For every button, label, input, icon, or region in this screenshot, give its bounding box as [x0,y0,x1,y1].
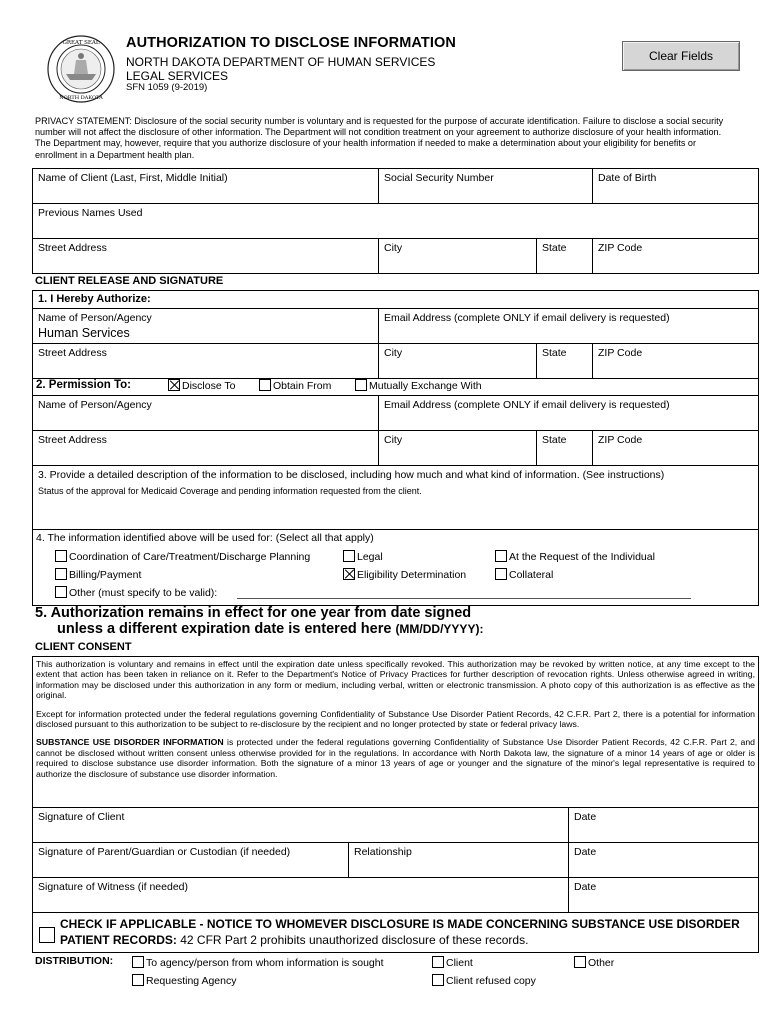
permission-heading: 2. Permission To: [36,379,132,391]
client-street-label: Street Address [38,242,107,254]
notice-checkbox[interactable] [39,927,55,943]
notice-row [33,913,758,952]
clear-fields-button[interactable]: Clear Fields [622,41,740,71]
client-zip-label: ZIP Code [598,242,643,254]
collateral-label: Collateral [509,569,554,581]
authorized-person-value: Human Services [38,326,130,340]
witness-date-field[interactable] [569,878,758,912]
form-number: SFN 1059 (9-2019) [126,82,208,93]
dist-other-label: Other [588,957,615,969]
client-signature-field[interactable] [33,808,569,842]
authorized-email-label: Email Address (complete ONLY if email delivery is requested) [384,312,670,324]
client-date-field[interactable] [569,808,758,842]
previous-names-field[interactable] [33,204,758,238]
recipient-street-label: Street Address [38,434,107,446]
description-label: 3. Provide a detailed description of the information to be disclosed, including how much and what kind of information. (See instructions) [38,469,665,481]
expiration-date-input[interactable] [505,634,755,635]
request-label: At the Request of the Individual [509,551,655,563]
dist-agency-checkbox[interactable] [132,956,144,968]
ssn-label: Social Security Number [384,172,494,184]
expiration-line2: unless a different expiration date is entered here [57,621,392,637]
description-value: Status of the approval for Medicaid Coverage and pending information requested from the client. [38,486,422,496]
coordination-label: Coordination of Care/Treatment/Discharge Planning [69,551,311,563]
usage-request-option[interactable] [495,550,655,563]
recipient-street-field[interactable] [33,431,379,465]
recipient-email-label: Email Address (complete ONLY if email delivery is requested) [384,399,670,411]
authorized-email-field[interactable] [379,309,758,343]
state-seal-logo [46,34,116,104]
client-name-field[interactable] [33,169,379,203]
ssn-field[interactable] [379,169,593,203]
client-city-field[interactable] [379,239,537,273]
release-section-title: CLIENT RELEASE AND SIGNATURE [35,275,224,287]
authorized-state-field[interactable] [537,344,593,378]
other-specify-input[interactable] [237,598,691,599]
consent-para-3-rest: is protected under the federal regulations governing Confidentiality of Substance Use Disorder Patient Records, 42 C.F.R. Part 2, and cannot be disclosed without written consent unless otherwise provided for in the regulations. In accordance with North Dakota law, the signature of a minor 14 years of age or older is required to disclose substance use disorder information. Both the signature of a minor 13 years of age or younger and the signature of the minor's legal representative is required to authorize the disclosure of substance use disorder information. [36,737,755,779]
permission-row [33,376,758,395]
recipient-city-label: City [384,434,403,446]
authorized-street-field[interactable] [33,344,379,378]
legal-label: Legal [357,551,383,563]
authorized-state-label: State [542,347,567,359]
client-state-label: State [542,242,567,254]
billing-checkbox[interactable] [55,568,67,580]
usage-eligibility-option[interactable] [343,568,466,581]
mutually-exchange-label: Mutually Exchange With [369,380,482,392]
usage-legal-option[interactable] [343,550,383,563]
dob-field[interactable] [593,169,758,203]
relationship-field[interactable] [349,843,569,877]
parent-signature-field[interactable] [33,843,349,877]
notice-rest: 42 CFR Part 2 prohibits unauthorized disclosure of these records. [176,932,529,947]
disclose-to-label: Disclose To [182,380,236,392]
usage-section [33,530,758,605]
legal-checkbox[interactable] [343,550,355,562]
recipient-state-label: State [542,434,567,446]
disclose-to-option[interactable] [168,379,236,392]
client-street-field[interactable] [33,239,379,273]
witness-signature-field[interactable] [33,878,569,912]
notice-bold: CHECK IF APPLICABLE - NOTICE TO WHOMEVER DISCLOSURE IS MADE CONCERNING SUBSTANCE USE DISORDER PATIENT RECORDS: [60,917,740,947]
client-signature-label: Signature of Client [38,811,125,823]
department-name: NORTH DAKOTA DEPARTMENT OF HUMAN SERVICES [126,55,436,69]
dist-agency-label: To agency/person from whom information is sought [146,957,384,969]
disclose-to-checkbox[interactable] [168,379,180,391]
authorized-zip-field[interactable] [593,344,758,378]
description-field[interactable] [33,466,758,529]
recipient-state-field[interactable] [537,431,593,465]
consent-text [33,657,758,807]
authorized-person-label: Name of Person/Agency [38,312,152,324]
consent-para-2: Except for information protected under the federal regulations governing Confidentiality of Substance Use Disorder Patient Records, 42 C.F.R. Part 2, there is a potential for information disclosed pursuant to this authorization to be subject to re-disclosure by the recipient and no longer protected by state or federal privacy laws. [36,708,755,730]
billing-label: Billing/Payment [69,569,142,581]
relationship-label: Relationship [354,846,412,858]
request-checkbox[interactable] [495,550,507,562]
client-zip-field[interactable] [593,239,758,273]
authorized-street-label: Street Address [38,347,107,359]
distribution-label: DISTRIBUTION: [35,955,114,967]
dist-other-option[interactable] [574,956,614,969]
witness-signature-label: Signature of Witness (if needed) [38,881,188,893]
expiration-heading [35,605,483,637]
expiration-line1: 5. Authorization remains in effect for one year from date signed [35,605,472,621]
eligibility-label: Eligibility Determination [357,569,467,581]
svg-text:GREAT SEAL: GREAT SEAL [62,40,100,46]
obtain-from-checkbox[interactable] [259,379,271,391]
authorized-zip-label: ZIP Code [598,347,643,359]
parent-date-label: Date [574,846,597,858]
eligibility-checkbox[interactable] [343,568,355,580]
dist-refused-checkbox[interactable] [432,974,444,986]
recipient-zip-label: ZIP Code [598,434,643,446]
dist-refused-option[interactable] [432,974,536,987]
dist-other-checkbox[interactable] [574,956,586,968]
recipient-city-field[interactable] [379,431,537,465]
other-label: Other (must specify to be valid): [69,587,218,599]
form-title: AUTHORIZATION TO DISCLOSE INFORMATION [126,35,456,51]
client-state-field[interactable] [537,239,593,273]
dist-refused-label: Client refused copy [446,975,536,987]
dist-requesting-checkbox[interactable] [132,974,144,986]
recipient-email-field[interactable] [379,396,758,430]
dob-label: Date of Birth [598,172,657,184]
privacy-statement: PRIVACY STATEMENT: Disclosure of the social security number is voluntary and is requested for the purpose of accurate identification. Failure to disclose a social security number will not affect the disclosure of other information. The Department will not condition treatment on your agreement to authorize disclosure of your health information. The Department may, however, require that you authorize disclosure of your health information if needed to make a determination about your eligibility for benefits or enrollment in a Department health plan. [35,116,724,160]
authorize-heading: 1. I Hereby Authorize: [38,293,151,305]
authorized-person-field[interactable] [33,309,379,343]
authorized-city-field[interactable] [379,344,537,378]
obtain-from-option[interactable] [259,379,331,392]
client-city-label: City [384,242,403,254]
obtain-from-label: Obtain From [273,380,332,392]
expiration-format: (MM/DD/YYYY): [395,622,484,636]
consent-para-3 [36,737,755,779]
other-checkbox[interactable] [55,586,67,598]
dist-requesting-option[interactable] [132,974,236,987]
client-name-label: Name of Client (Last, First, Middle Initial) [38,172,228,184]
client-date-label: Date [574,811,597,823]
usage-collateral-option[interactable] [495,568,553,581]
dist-client-label: Client [446,957,473,969]
consent-para-1: This authorization is voluntary and remains in effect until the expiration date unless specifically revoked. This authorization may be revoked by written notice, at any time except to the extent that action has been taken in reliance on it. Refer to the Department's Notice of Privacy Practices for further description of revocation rights. Unless otherwise agreed in writing, information may be disclosed under this authorization in any form or medium, including verbal, written or electronic transmission. A photo copy of this authorization is as effective as the original. [36,659,755,701]
mutually-exchange-checkbox[interactable] [355,379,367,391]
dist-client-option[interactable] [432,956,473,969]
recipient-person-label: Name of Person/Agency [38,399,152,411]
usage-billing-option[interactable] [55,568,141,581]
consent-para-3-bold: SUBSTANCE USE DISORDER INFORMATION [36,737,224,748]
division-name: LEGAL SERVICES [126,69,229,83]
parent-signature-label: Signature of Parent/Guardian or Custodian (if needed) [38,846,291,858]
usage-label: 4. The information identified above will be used for: (Select all that apply) [36,532,374,544]
collateral-checkbox[interactable] [495,568,507,580]
usage-other-option[interactable] [55,586,217,599]
dist-requesting-label: Requesting Agency [146,975,237,987]
recipient-person-field[interactable] [33,396,379,430]
coordination-checkbox[interactable] [55,550,67,562]
mutually-exchange-option[interactable] [355,379,482,392]
recipient-zip-field[interactable] [593,431,758,465]
svg-text:NORTH DAKOTA: NORTH DAKOTA [59,95,103,101]
dist-client-checkbox[interactable] [432,956,444,968]
witness-date-label: Date [574,881,597,893]
dist-agency-option[interactable] [132,956,384,969]
previous-names-label: Previous Names Used [38,207,143,219]
usage-coordination-option[interactable] [55,550,310,563]
notice-text [60,917,740,948]
consent-title: CLIENT CONSENT [35,641,132,653]
parent-date-field[interactable] [569,843,758,877]
authorized-city-label: City [384,347,403,359]
